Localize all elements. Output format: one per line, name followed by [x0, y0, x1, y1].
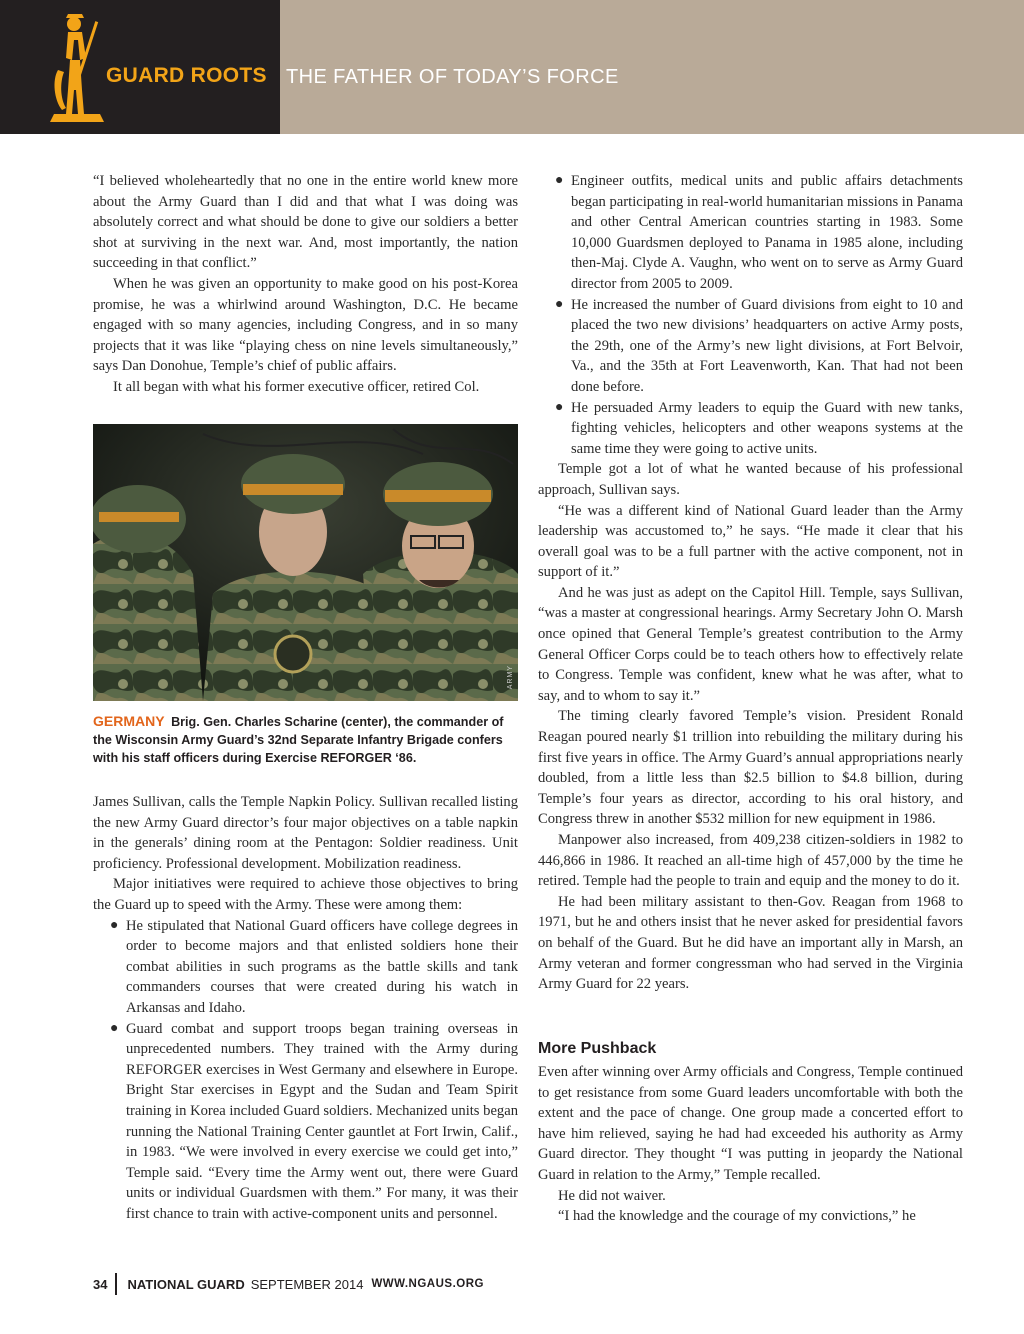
bullet-icon: ●: [555, 173, 564, 188]
paragraph: Major initiatives were required to achieve those objectives to bring the Guard up to speed with the Army. These were among them:: [93, 876, 518, 913]
list-item-text: He increased the number of Guard divisions from eight to 10 and placed the two new divisions’ headquarters on active Army posts, the 29th, one of the Army’s new light divisions, at Fort Belvoir, Va., and the 35th at Fort Leavenworth, Kan. That had not been done before.: [571, 296, 963, 395]
bullet-icon: ●: [555, 296, 564, 312]
website-url: WWW.NGAUS.ORG: [371, 1278, 484, 1290]
paragraph: The timing clearly favored Temple’s vision. President Ronald Reagan poured nearly $1 trillion into rebuilding the military during his first five years in office. The Army Guard’s annual appropriations nearly doubled, from a little less than $2.5 billion to $4.8 billion, during Temple’s four years as director, according to his oral history, and Congress threw in another $532 million for new equipment in 1986.: [538, 708, 963, 828]
column-1-bottom: [93, 792, 518, 1224]
article-headline: THE FATHER OF TODAY’S FORCE: [286, 66, 619, 88]
page-number: 34: [93, 1276, 108, 1292]
list-item: [93, 916, 518, 1019]
paragraph: He had been military assistant to then-Gov. Reagan from 1968 to 1971, but he and others insist that he never asked for presidential favors on behalf of the Guard. But he did have an important ally in Marsh, an Army veteran and former congressman who had served in the Virginia Army Guard for 22 years.: [538, 893, 963, 993]
bullet-icon: ●: [110, 917, 119, 933]
photo-soldiers-illustration: [93, 424, 518, 701]
list-item-text: He persuaded Army leaders to equip the Guard with new tanks, fighting vehicles, helicopters and other weapons systems at the same time they were going to active units.: [571, 399, 963, 457]
list-item: [538, 398, 963, 460]
paragraph: It all began with what his former executive officer, retired Col.: [113, 378, 480, 395]
list-item-text: He stipulated that National Guard officers have college degrees in order to become majors and that enlisted soldiers hone their combat abilities in such programs as the battle skills and tank commanders courses that were created during his watch in Arkansas and Idaho.: [126, 917, 518, 1016]
photo-credit: ARMY: [507, 664, 514, 689]
page-footer: [93, 1273, 484, 1295]
paragraph: “I believed wholeheartedly that no one in the entire world knew more about the Army Guard than I did and that what I was doing was absolutely correct and what should be done to give our soldiers a better shot at surviving in the next war. And, most importantly, the nation succeeding in that conflict.”: [93, 173, 518, 272]
paragraph: He did not waiver.: [558, 1187, 666, 1204]
list-item: [93, 1019, 518, 1225]
column-2-bottom: [538, 1038, 963, 1227]
column-1-top: [93, 171, 518, 398]
paragraph: Temple got a lot of what he wanted because of his professional approach, Sullivan says.: [538, 461, 963, 498]
paragraph: Manpower also increased, from 409,238 citizen-soldiers in 1982 to 446,866 in 1986. It reached an all-time high of 457,000 by the time he retired. Temple had the people to train and equip and the money to do it.: [538, 832, 963, 890]
paragraph: Even after winning over Army officials and Congress, Temple continued to get resistance from some Guard leaders uncomfortable with both the extent and the pace of change. One group made a concerted effort to have him relieved, saying he had had exceeded his authority as Army Guard director. They thought “I was putting in jeopardy the National Guard in relation to the Army,” Temple recalled.: [538, 1064, 963, 1183]
paragraph: James Sullivan, calls the Temple Napkin Policy. Sullivan recalled listing the new Army Guard director’s four major objectives on a table napkin in the generals’ dining room at the Pentagon: Soldier readiness. Unit proficiency. Professional development. Mobilization readiness.: [93, 794, 518, 872]
paragraph: “He was a different kind of National Guard leader than the Army leadership was accustomed to,” he says. “He made it clear that his overall goal was to be a full partner with the active component, not in support of it.”: [538, 502, 963, 581]
caption-location-label: GERMANY: [93, 713, 165, 729]
initiatives-list: [93, 916, 518, 1225]
footer-divider: [115, 1273, 117, 1295]
publication-name: NATIONAL GUARD: [127, 1276, 245, 1292]
column-2: [538, 171, 963, 995]
bullet-icon: ●: [110, 1020, 119, 1036]
header-dark-block: [0, 0, 280, 134]
minuteman-logo-icon: [44, 10, 110, 128]
paragraph: “I had the knowledge and the courage of my convictions,” he: [558, 1208, 916, 1225]
list-item: [538, 295, 963, 398]
article-photo: [93, 424, 518, 701]
caption-text: Brig. Gen. Charles Scharine (center), the commander of the Wisconsin Army Guard’s 32nd Separate Infantry Brigade confers with his staff officers during Exercise REFORGER ‘86.: [93, 715, 504, 765]
section-subhead: More Pushback: [538, 1040, 657, 1057]
paragraph: And he was just as adept on the Capitol Hill. Temple, says Sullivan, “was a master at congressional hearings. Army Secretary John O. Marsh once opined that General Temple’s greatest contribution to the Army General Officer Corps could be to teach others how to effectively relate to Congress. Temple was confident, knew what he was after, what to say, and to whom to say it.”: [538, 584, 963, 704]
list-item-text: Engineer outfits, medical units and public affairs detachments began participating in real-world humanitarian missions in Panama and other Central American countries starting in 1983. Some 10,000 Guardsmen deployed to Panama in 1985 alone, including then-Maj. Clyde A. Vaughn, who went on to serve as Army Guard director from 2005 to 2009.: [571, 173, 963, 292]
bullet-icon: ●: [555, 399, 564, 415]
list-item: [538, 171, 963, 295]
paragraph: When he was given an opportunity to make good on his post-Korea promise, he was a whirlwind around Washington, D.C. He became engaged with so many agencies, including Congress, and in so many projects that it was like “playing chess on nine levels simultaneously,” says Dan Donohue, Temple’s chief of public affairs.: [93, 275, 518, 375]
photo-caption: [93, 712, 518, 767]
list-item-text: Guard combat and support troops began training overseas in unprecedented numbers. They trained with the Army during REFORGER exercises in West Germany and elsewhere in Europe. Bright Star exercises in Egypt and the Sudan and Team Spirit training in Korea included Guard soldiers. Mechanized units began running the National Training Center gauntlet at Fort Irwin, Calif., in 1983. “We were involved in every exercise we could get into,” Temple said. “Every time the Army went out, there were Guard units or individual Guardsmen with them.” For many, it was their first chance to train with active-component units and personnel.: [126, 1020, 518, 1222]
section-kicker: GUARD ROOTS: [106, 64, 267, 87]
initiatives-list-continued: [538, 171, 963, 459]
issue-date: SEPTEMBER 2014: [250, 1276, 364, 1292]
